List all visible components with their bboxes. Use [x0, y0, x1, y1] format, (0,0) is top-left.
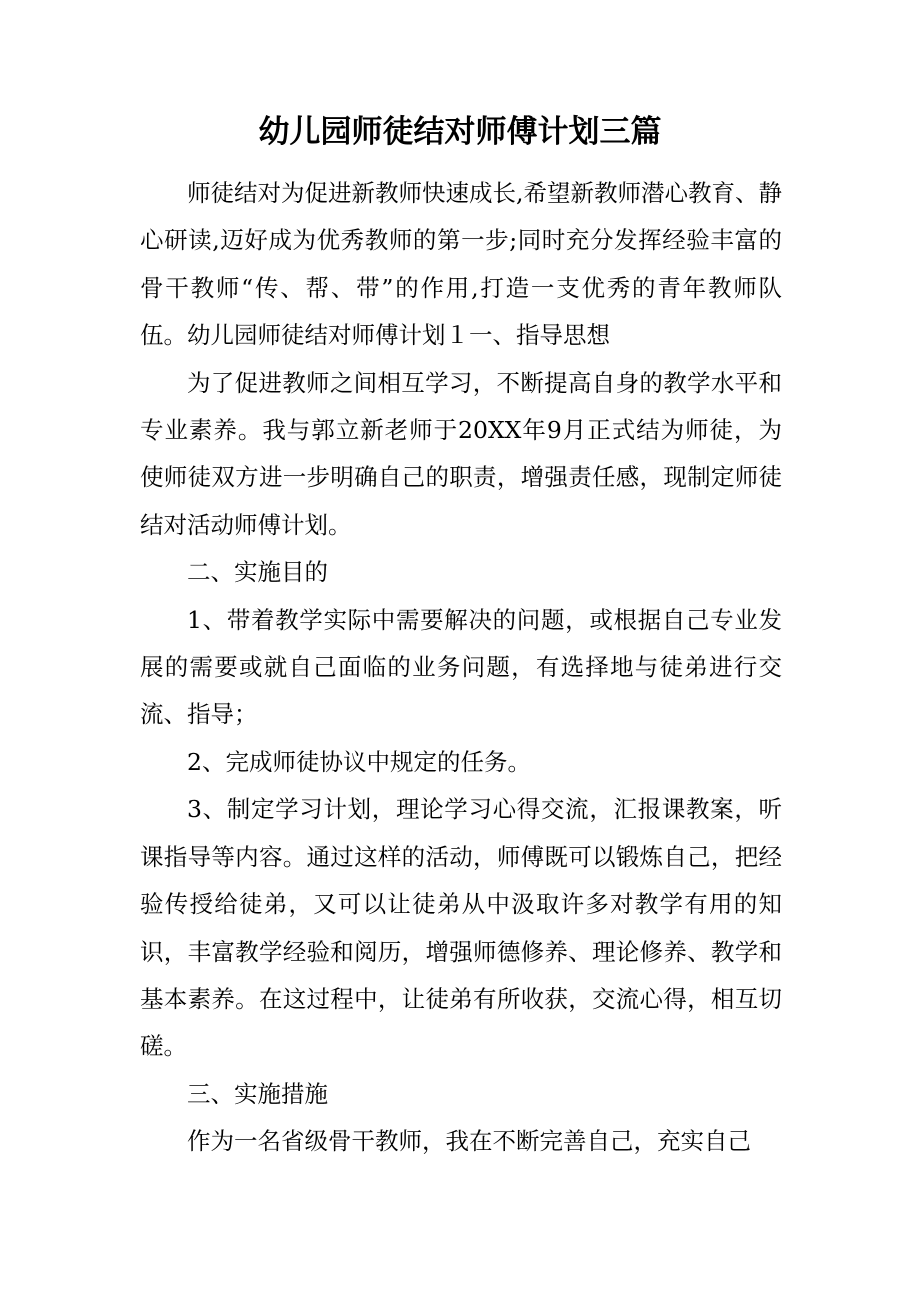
paragraph-intro: 师徒结对为促进新教师快速成长,希望新教师潜心教育、静心研读,迈好成为优秀教师的第一步;同时充分发挥经验丰富的骨干教师“传、帮、带”的作用,打造一支优秀的青年教师队伍。幼儿园师徒结对师傅计划１一、指导思想 — [140, 179, 782, 350]
paragraph-goal-1: 1、带着教学实际中需要解决的问题，或根据自己专业发展的需要或就自己面临的业务问题，有选择地与徒弟进行交流、指导； — [140, 605, 782, 729]
document-body — [140, 170, 782, 1166]
page-title: 幼儿园师徒结对师傅计划三篇 — [258, 114, 662, 150]
paragraph-goal-2: 2、完成师徒协议中规定的任务。 — [187, 747, 531, 776]
paragraph-guiding-purpose: 为了促进教师之间相互学习，不断提高自身的教学水平和专业素养。我与郭立新老师于20XX年9月正式结为师徒，为使师徒双方进一步明确自己的职责，增强责任感，现制定师徒结对活动师傅计划。 — [140, 368, 782, 539]
paragraph-measures: 作为一名省级骨干教师，我在不断完善自己，充实自己 — [187, 1127, 751, 1156]
section-heading-goals: 二、实施目的 — [187, 558, 328, 587]
section-heading-measures: 三、实施措施 — [187, 1079, 328, 1108]
paragraph-goal-3: 3、制定学习计划，理论学习心得交流，汇报课教案，听课指导等内容。通过这样的活动，师傅既可以锻炼自己，把经验传授给徒弟，又可以让徒弟从中汲取许多对教学有用的知识，丰富教学经验和阅历，增强师德修养、理论修养、教学和基本素养。在这过程中，让徒弟有所收获，交流心得，相互切磋。 — [140, 795, 782, 1061]
